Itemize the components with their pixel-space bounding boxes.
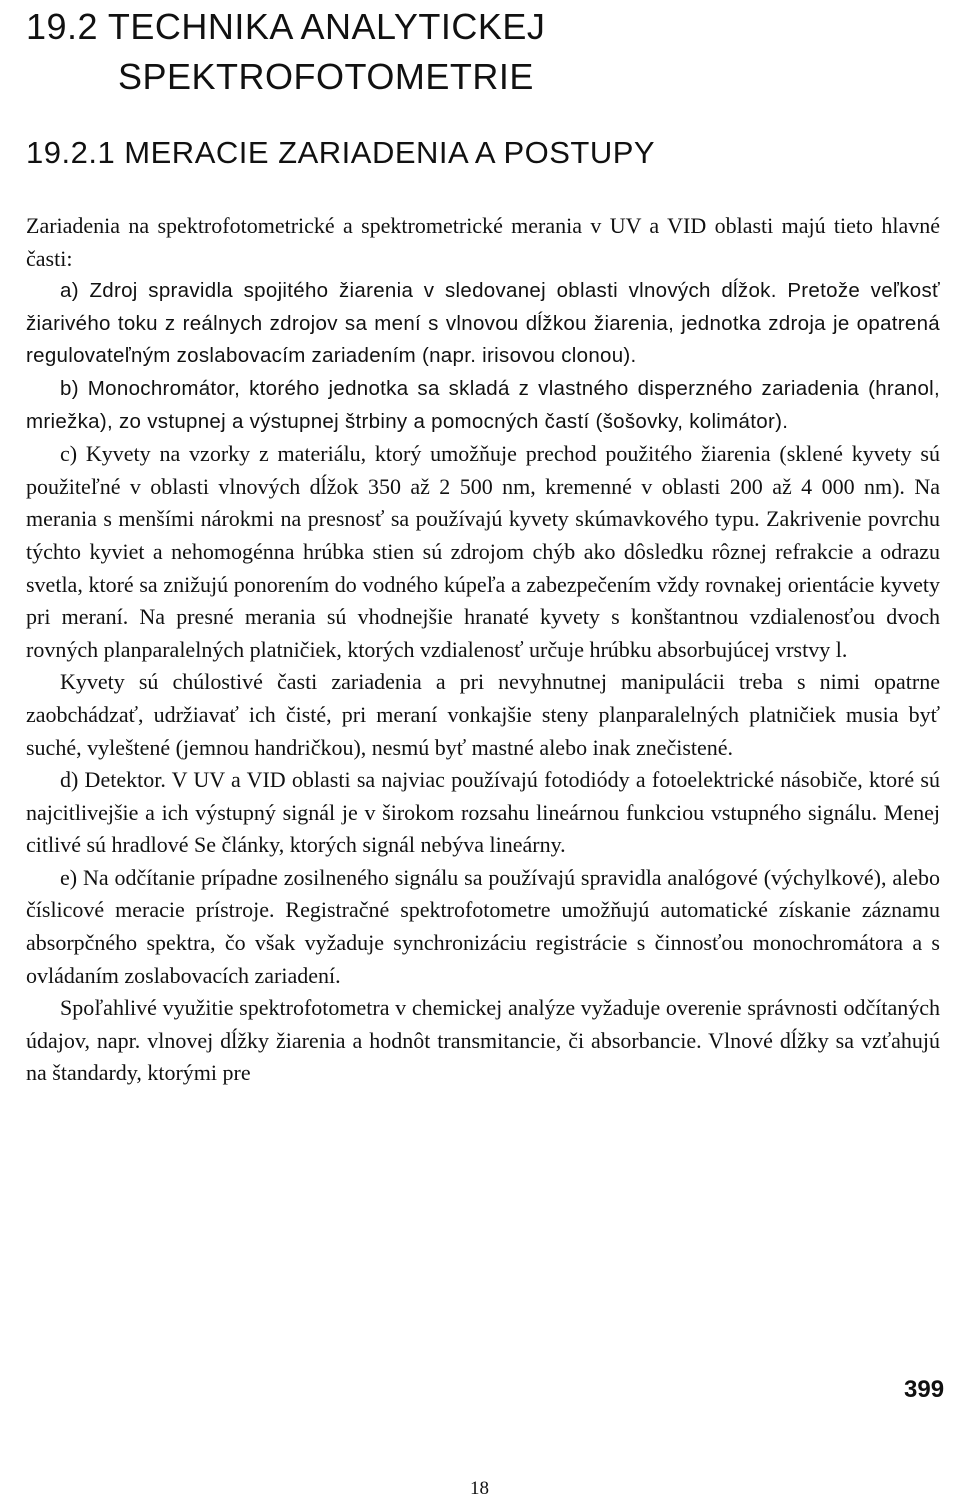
chapter-heading-line1: 19.2 TECHNIKA ANALYTICKEJ	[26, 6, 546, 47]
paragraph-d-detector: d) Detektor. V UV a VID oblasti sa najviac používajú fotodiódy a fotoelektrické násobiče, ktoré sú najcitlivejšie a ich výstupný signál je v širokom rozsahu lineárnou funkciou vstupného signálu. Menej citlivé sú hradlové Se články, ktorých signál nebýva lineárny.	[26, 767, 940, 858]
paragraph-c-cuvettes: c) Kyvety na vzorky z materiálu, ktorý umožňuje prechod použitého žiarenia (sklené kyvety sú použiteľné v oblasti vlnových dĺžok 350 až 2 500 nm, kremenné v oblasti 200 až 4 000 nm). Na merania s menšími nárokmi na presnosť sa používajú kyvety skúmavkového typu. Zakrivenie povrchu týchto kyviet a nehomogénna hrúbka stien sú zdrojom chýb ako dôsledku rôznej refrakcie a odrazu svetla, ktoré sa znižujú ponorením do vodného kúpeľa a zabezpečením vždy rovnakej orientácie kyvety pri meraní. Na presné merania sú vhodnejšie hranaté kyvety s konštantnou vzdialenosťou dvoch rovných planparalelných platničiek, ktorých vzdialenosť určuje hrúbku absorbujúcej vrstvy l.	[26, 441, 940, 662]
section-heading: 19.2.1 MERACIE ZARIADENIA A POSTUPY	[26, 135, 656, 170]
page-number: 399	[904, 1376, 945, 1403]
chapter-heading	[26, 2, 906, 102]
paragraph-b-monochromator: b) Monochromátor, ktorého jednotka sa skladá z vlastného disperzného zariadenia (hranol, mriežka), zo vstupnej a výstupnej štrbiny a pomocných častí (šošovky, kolimátor).	[26, 376, 940, 433]
paragraph-e-readout: e) Na odčítanie prípadne zosilneného signálu sa používajú spravidla analógové (výchylkové), alebo číslicové meracie prístroje. Registračné spektrofotometre umožňujú automatické získanie záznamu absorpčného spektra, čo však vyžaduje synchronizáciu registrácie s činnosťou monochromátora a s ovládaním zoslabovacích zariadení.	[26, 864, 940, 988]
paragraph-reliability: Spoľahlivé využitie spektrofotometra v chemickej analýze vyžaduje overenie správnosti odčítaných údajov, napr. vlnovej dĺžky žiarenia a hodnôt transmitancie, či absorbancie. Vlnové dĺžky sa vzťahujú na štandardy, ktorými pre	[26, 995, 940, 1086]
paragraph-intro: Zariadenia na spektrofotometrické a spektrometrické merania v UV a VID oblasti majú tieto hlavné časti:	[26, 213, 940, 271]
chapter-heading-line2: SPEKTROFOTOMETRIE	[118, 56, 534, 97]
paragraph-a-source: a) Zdroj spravidla spojitého žiarenia v sledovanej oblasti vlnových dĺžok. Pretože veľkosť žiarivého toku z reálnych zdrojov sa mení s vlnovou dĺžkou žiarenia, jednotka zdroja je opatrená regulovateľným zoslabovacím zariadením (napr. irisovou clonou).	[26, 279, 940, 368]
body-text	[26, 210, 940, 1090]
footer-number: 18	[470, 1478, 489, 1499]
paragraph-cuvette-care: Kyvety sú chúlostivé časti zariadenia a pri nevyhnutnej manipulácii treba s nimi opatrne zaobchádzať, udržiavať ich čisté, pri meraní vonkajšie steny planparalelných platničiek musia byť suché, vyleštené (jemnou handričkou), nesmú byť mastné alebo inak znečistené.	[26, 669, 940, 760]
